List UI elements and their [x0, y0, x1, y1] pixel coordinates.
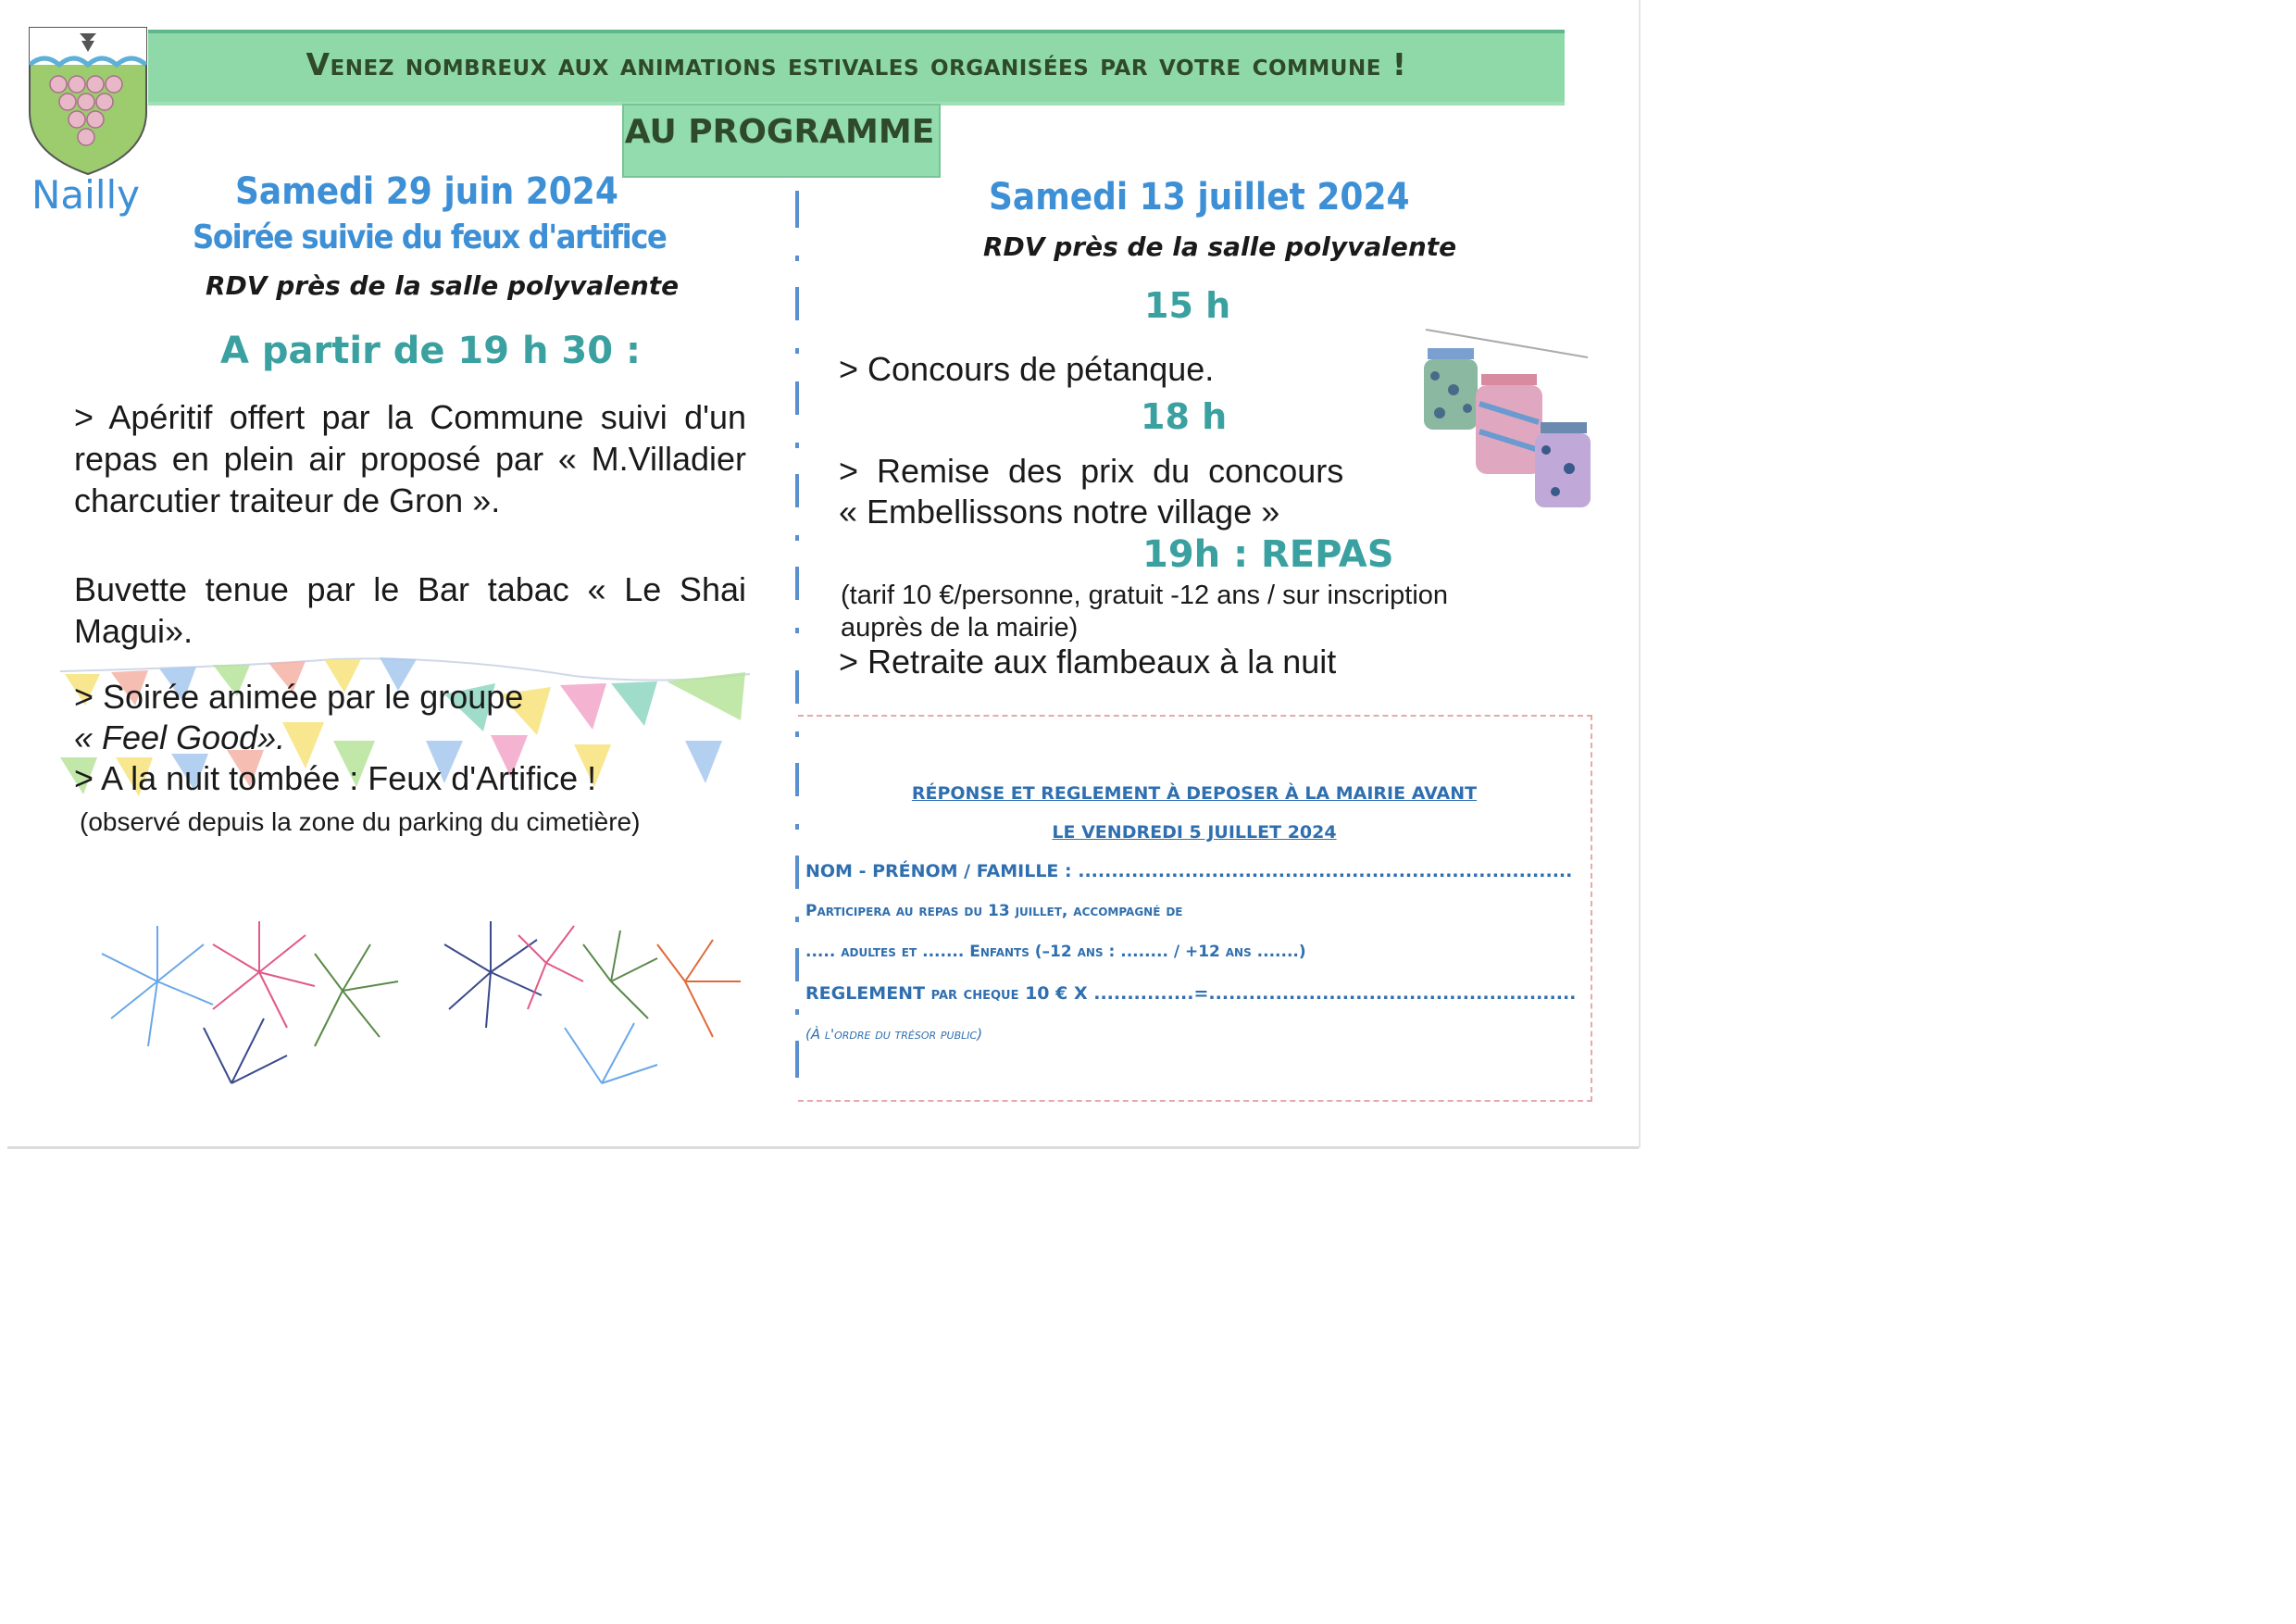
form-name-field: NOM - PRÉNOM / FAMILLE : ..........................................................................	[805, 861, 1573, 881]
right-time-repas: 19h : REPAS	[1142, 533, 1394, 576]
right-prizes: > Remise des prix du concours	[839, 452, 1344, 490]
fireworks-illustration	[435, 917, 750, 1088]
left-time: A partir de 19 h 30 :	[220, 330, 641, 372]
village-name: Nailly	[31, 172, 141, 218]
left-buvette: Buvette tenue par le Bar tabac « Le Shai Magui».	[74, 570, 746, 650]
village-crest-icon	[26, 24, 150, 177]
right-flambeaux: > Retraite aux flambeaux à la nuit	[839, 643, 1337, 681]
left-soiree: > Soirée animée par le groupe	[74, 678, 524, 716]
right-time-18h: 18 h	[1141, 396, 1228, 437]
form-guests-line: ..... adultes et ....... Enfants (–12 ans : ........ / +12 ans .......)	[805, 943, 1306, 961]
form-payee-note: (À l'ordre du trésor public)	[805, 1026, 983, 1043]
scan-edge-bottom	[7, 1146, 1639, 1149]
left-band: « Feel Good».	[74, 718, 286, 756]
left-date: Samedi 29 juin 2024	[235, 170, 618, 213]
left-rdv: RDV près de la salle polyvalente	[206, 270, 680, 301]
banner-title: Venez nombreux aux animations estivales organisées par votre commune !	[306, 46, 1407, 82]
right-tarif: (tarif 10 €/personne, gratuit -12 ans / sur inscription auprès de la mairie)	[841, 581, 1449, 643]
left-location-note: (observé depuis la zone du parking du cimetière)	[80, 807, 641, 836]
form-deadline: LE VENDREDI 5 JUILLET 2024	[1052, 822, 1337, 843]
left-fireworks: > A la nuit tombée : Feux d'Artifice !	[74, 759, 597, 797]
right-village-contest: « Embellissons notre village »	[839, 493, 1280, 531]
fireworks-illustration	[93, 917, 407, 1088]
right-petanque: > Concours de pétanque.	[839, 350, 1215, 388]
form-payment-line: REGLEMENT par cheque 10 € X ...............=.......................................................	[805, 983, 1577, 1004]
program-title: AU PROGRAMME	[624, 113, 935, 151]
left-aperitif: > Apéritif offert par la Commune suivi d'un repas en plein air proposé par « M.Villadier charcutier traiteur de Gron ».	[74, 398, 746, 519]
right-rdv: RDV près de la salle polyvalente	[983, 231, 1457, 262]
form-meal-line: Participera au repas du 13 juillet, accompagné de	[805, 902, 1183, 920]
left-subtitle: Soirée suivie du feux d'artifice	[193, 219, 667, 256]
right-time-15h: 15 h	[1144, 285, 1231, 326]
right-date: Samedi 13 juillet 2024	[989, 176, 1410, 219]
lanterns-illustration	[1416, 320, 1592, 515]
form-title: RÉPONSE ET REGLEMENT À DEPOSER À LA MAIRIE AVANT	[911, 783, 1478, 804]
scan-edge-right	[1639, 0, 1641, 1148]
